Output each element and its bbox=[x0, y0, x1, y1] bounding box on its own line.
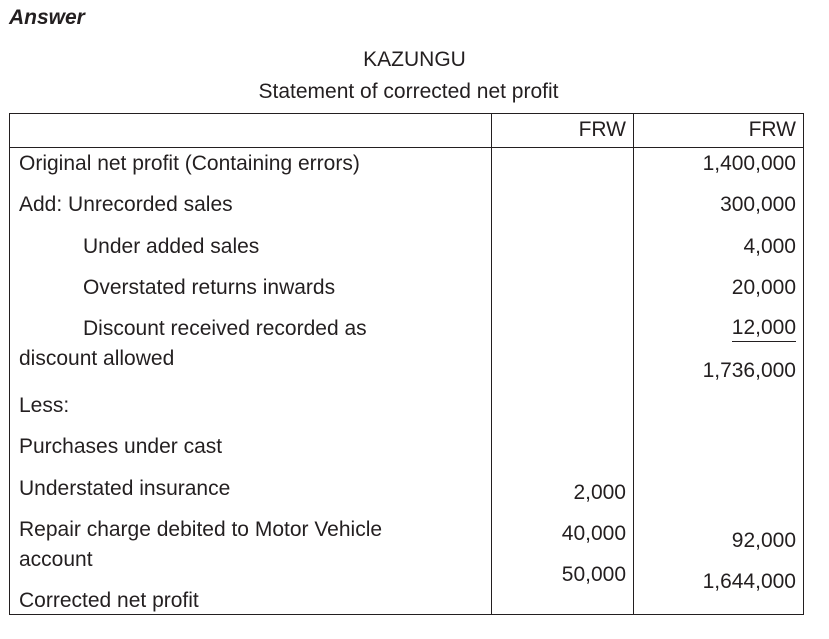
column-divider-1 bbox=[491, 114, 492, 614]
row-repair-mid-value: 40,000 bbox=[561, 522, 626, 545]
row-discount-label-line2: discount allowed bbox=[19, 347, 175, 370]
row-repair-label-line1: Repair charge debited to Motor Vehicle bbox=[19, 518, 383, 541]
row-overstated-value: 20,000 bbox=[731, 276, 796, 299]
row-insurance-mid-value: 2,000 bbox=[573, 481, 626, 504]
row-discount-value: 12,000 bbox=[732, 314, 796, 342]
column-divider-2 bbox=[633, 114, 634, 614]
row-corrected-label: Corrected net profit bbox=[19, 589, 199, 612]
row-purchases-label: Purchases under cast bbox=[19, 435, 223, 458]
row-insurance-label: Understated insurance bbox=[19, 477, 231, 500]
statement-title: Statement of corrected net profit bbox=[258, 80, 559, 103]
row-discount-label-line1: Discount received recorded as bbox=[83, 317, 367, 340]
row-original-label: Original net profit (Containing errors) bbox=[19, 152, 360, 175]
header-divider bbox=[10, 147, 803, 148]
row-final-total-value: 1,644,000 bbox=[702, 570, 796, 593]
statement-table bbox=[9, 113, 804, 615]
row-add-label: Add: Unrecorded sales bbox=[19, 193, 233, 216]
row-original-value: 1,400,000 bbox=[702, 152, 796, 175]
company-name: KAZUNGU bbox=[363, 48, 466, 71]
row-subtotal-value: 1,736,000 bbox=[702, 359, 796, 382]
row-under-added-label: Under added sales bbox=[83, 235, 260, 258]
answer-heading: Answer bbox=[9, 6, 85, 29]
row-repair-label-line2: account bbox=[19, 548, 93, 571]
row-overstated-label: Overstated returns inwards bbox=[83, 276, 336, 299]
column-header-frw-right: FRW bbox=[748, 118, 796, 141]
row-mid-total-value: 50,000 bbox=[561, 563, 626, 586]
column-header-frw-mid: FRW bbox=[578, 118, 626, 141]
row-less-total-value: 92,000 bbox=[731, 529, 796, 552]
row-under-added-value: 4,000 bbox=[743, 235, 796, 258]
row-less-label: Less: bbox=[19, 394, 70, 417]
row-add-value: 300,000 bbox=[720, 193, 796, 216]
